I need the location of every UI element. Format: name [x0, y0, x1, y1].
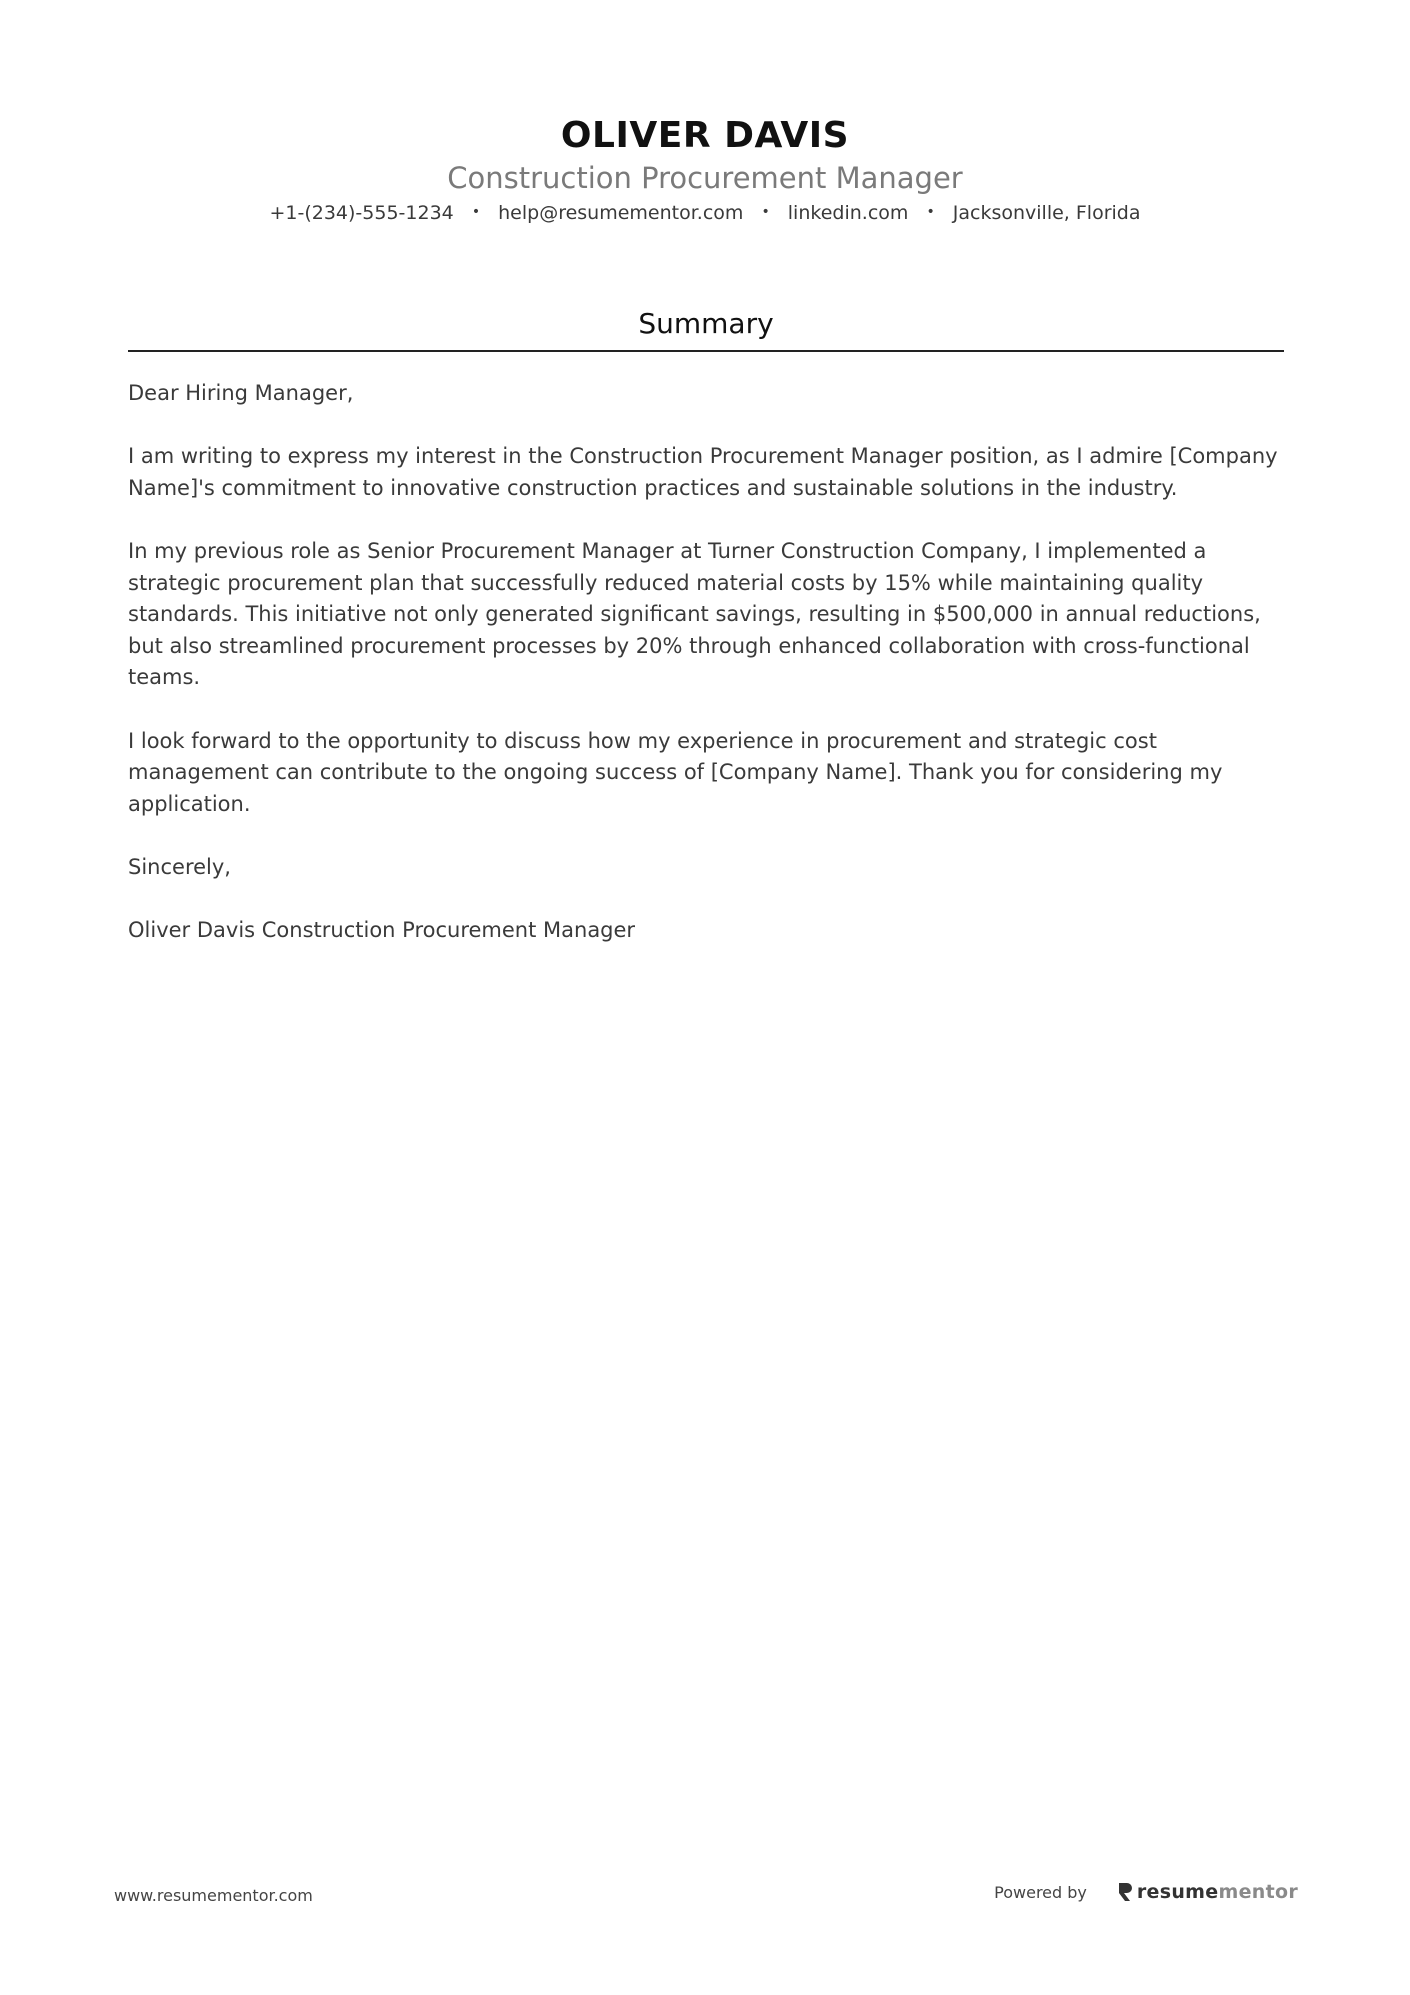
- letter-signature: Oliver Davis Construction Procurement Manager: [128, 918, 636, 943]
- brand-name-part1: resume: [1136, 1881, 1219, 1903]
- applicant-title: Construction Procurement Manager: [447, 161, 963, 195]
- footer-branding: [994, 1881, 1298, 1903]
- letter-body: [128, 378, 1288, 978]
- section-title: Summary: [638, 307, 774, 340]
- contact-line: [0, 198, 1410, 229]
- letter-greeting: Dear Hiring Manager,: [128, 381, 354, 405]
- resumementor-logo-icon: [1117, 1882, 1133, 1902]
- header: [0, 112, 1410, 229]
- contact-location: Jacksonville, Florida: [952, 202, 1141, 224]
- letter-paragraph: In my previous role as Senior Procurement Manager at Turner Construction Company, I implemented a strategic procurement plan that successfully reduced material costs by 15% while maintaining quality standards. This initiative not only generated significant savings, resulting in $500,000 in annual reductions, but also streamlined procurement processes by 20% through enhanced collaboration with cross-functional teams.: [128, 538, 1261, 690]
- brand-logo[interactable]: [1117, 1881, 1298, 1903]
- contact-separator: •: [761, 203, 770, 220]
- powered-by-label: Powered by: [994, 1882, 1087, 1902]
- applicant-name: OLIVER DAVIS: [560, 115, 850, 156]
- letter-paragraph: I look forward to the opportunity to discuss how my experience in procurement and strategic cost management can contribute to the ongoing success of [Company Name]. Thank you for considering my application.: [128, 728, 1223, 816]
- contact-separator: •: [471, 203, 481, 220]
- contact-separator: •: [926, 203, 935, 220]
- section-divider: [128, 350, 1284, 352]
- footer-website[interactable]: www.resumementor.com: [114, 1886, 313, 1905]
- contact-linkedin[interactable]: linkedin.com: [787, 202, 909, 224]
- letter-closing: Sincerely,: [128, 854, 231, 879]
- letter-paragraph: I am writing to express my interest in the Construction Procurement Manager position, as I admire [Company Name]'s commitment to innovative construction practices and sustainable solutions in the industry.: [128, 444, 1278, 500]
- contact-phone: +1-(234)-555-1234: [269, 202, 454, 224]
- contact-email[interactable]: help@resumementor.com: [498, 202, 744, 224]
- brand-name-part2: mentor: [1218, 1881, 1298, 1903]
